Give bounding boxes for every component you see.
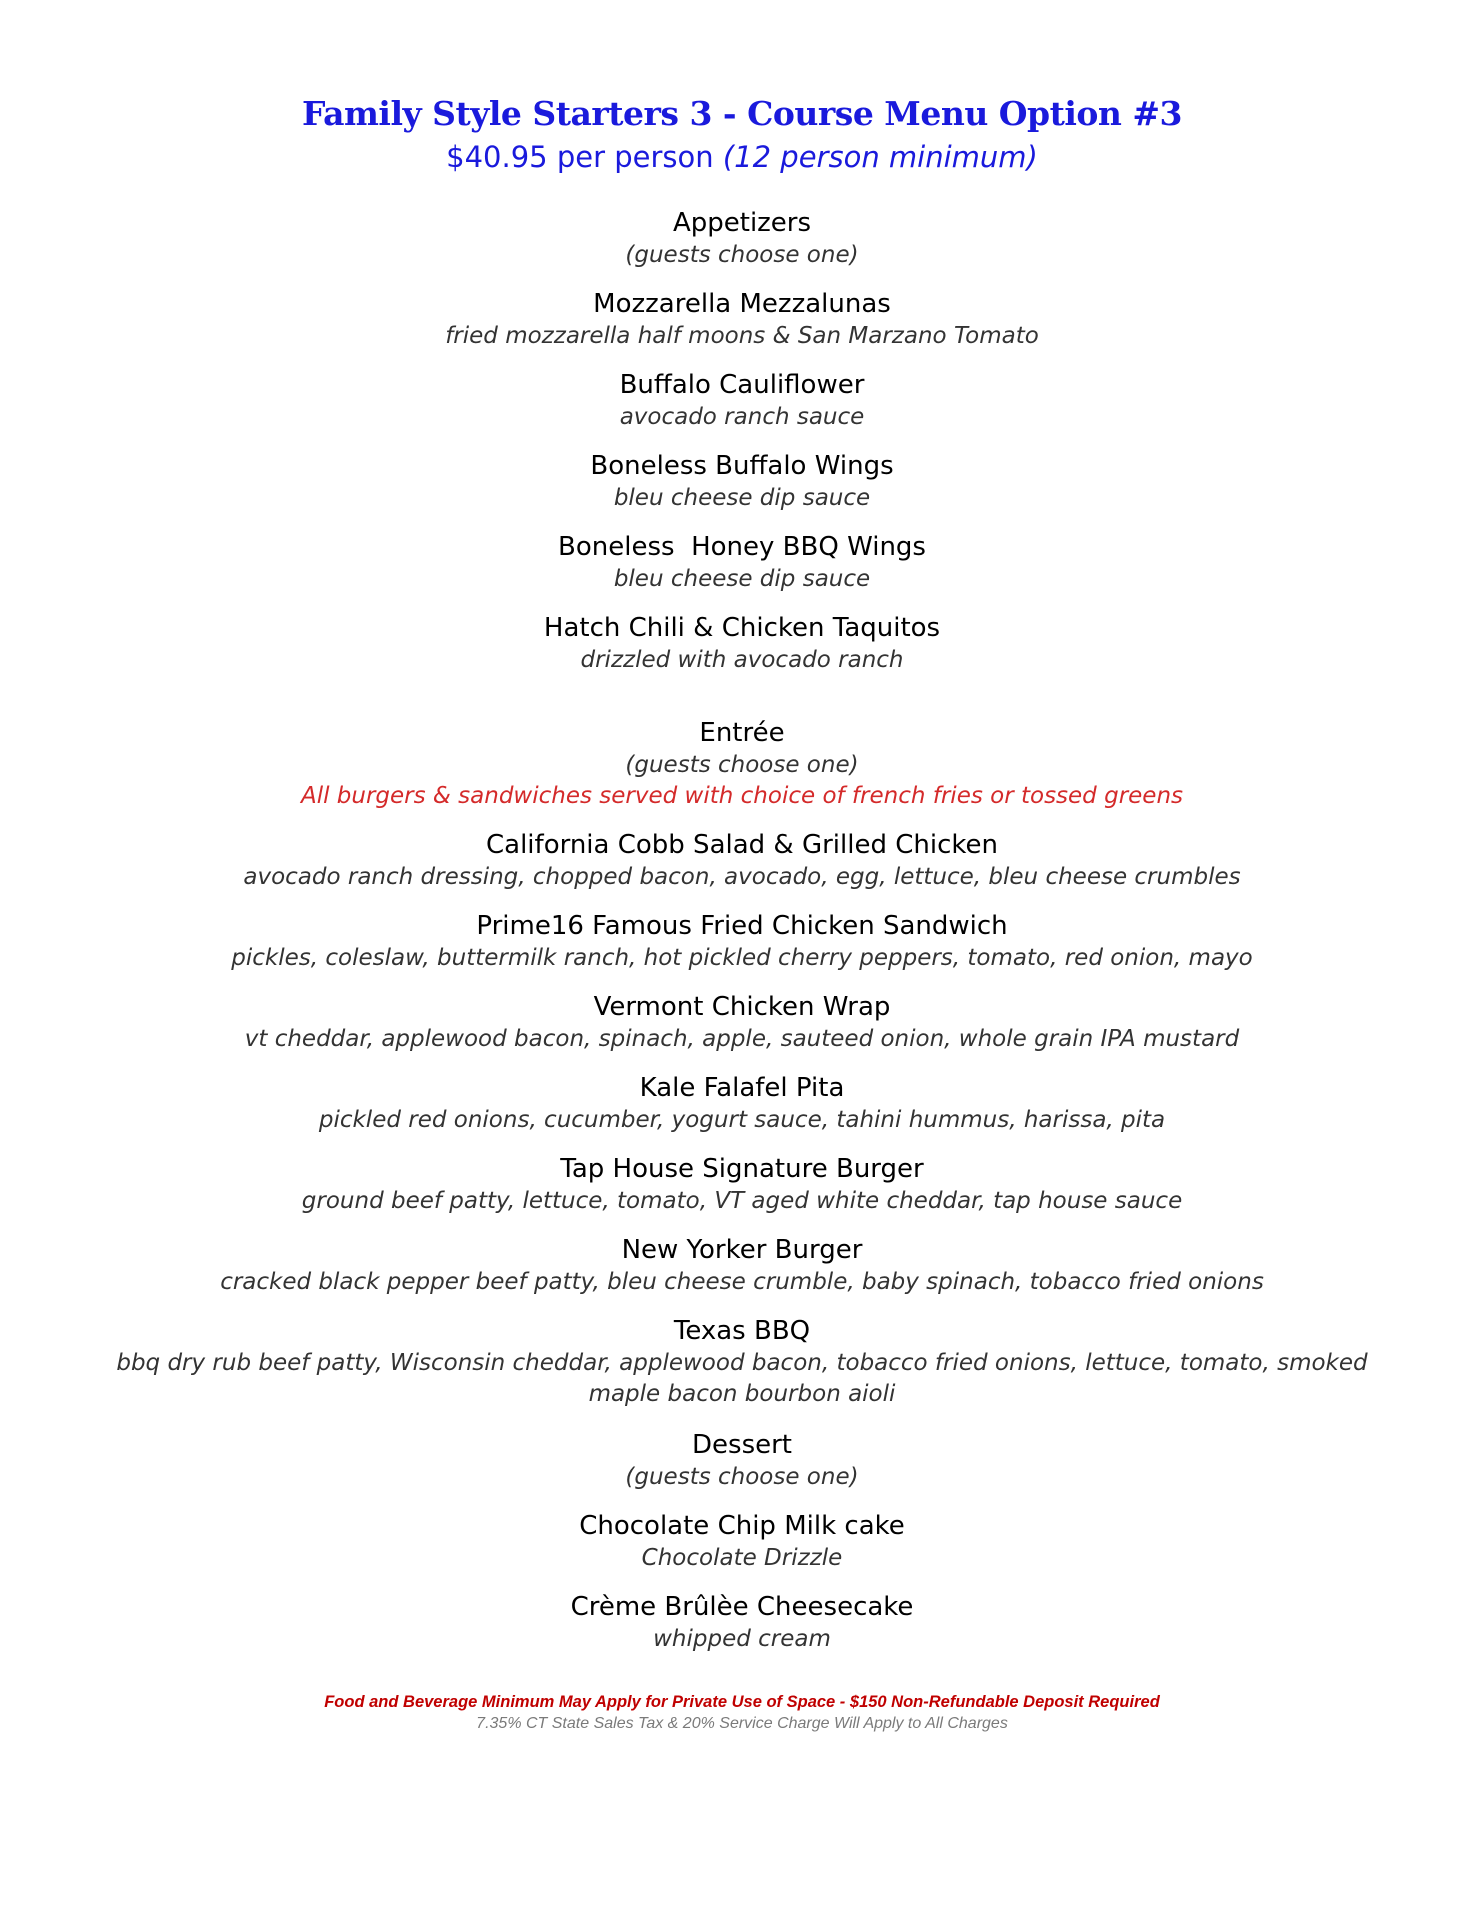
item-name: Vermont Chicken Wrap [593,992,891,1022]
deposit-notice: Food and Beverage Minimum May Apply for Private Use of Space - $150 Non-Refundable Deposit Required [324,1693,1160,1711]
dessert-list [0,1509,1484,1655]
item-description: bbq dry rub beef patty, Wisconsin cheddar, applewood bacon, tobacco fried onions, lettuce, tomato, smoked maple bacon bourbon aioli [116,1350,1368,1407]
item-description: fried mozzarella half moons & San Marzano Tomato [445,323,1039,349]
menu-item [0,368,1484,433]
section-appetizers [0,206,1484,676]
section-dessert [0,1428,1484,1655]
menu-item [0,611,1484,676]
menu-title: Family Style Starters 3 - Course Menu Option #3 [301,94,1183,133]
item-description: avocado ranch sauce [619,404,865,430]
item-description: pickled red onions, cucumber, yogurt sauce, tahini hummus, harissa, pita [318,1107,1166,1133]
price-line [0,136,1484,178]
menu-item [0,530,1484,595]
item-name: Chocolate Chip Milk cake [579,1511,905,1541]
appetizer-list [0,287,1484,676]
item-name: New Yorker Burger [621,1235,863,1265]
section-title-dessert: Dessert [692,1430,792,1460]
item-name: Kale Falafel Pita [639,1073,845,1103]
item-name: Mozzarella Mezzalunas [593,289,891,319]
item-name: Boneless Honey BBQ Wings [558,532,926,562]
menu-item [0,1233,1484,1298]
item-description: Chocolate Drizzle [641,1545,843,1571]
item-description: bleu cheese dip sauce [613,485,871,511]
item-name: Boneless Buffalo Wings [590,451,894,481]
menu-item [0,287,1484,352]
entree-list [0,828,1484,1410]
price-text: $40.95 per person [446,140,714,174]
tax-notice: 7.35% CT State Sales Tax & 20% Service Charge Will Apply to All Charges [476,1715,1008,1732]
section-note-appetizers: (guests choose one) [625,242,859,268]
section-title-entree: Entrée [699,718,785,748]
menu-item [0,990,1484,1055]
item-name: California Cobb Salad & Grilled Chicken [486,830,998,860]
item-name: Buffalo Cauliflower [619,370,865,400]
section-note-dessert: (guests choose one) [625,1464,859,1490]
section-entree [0,716,1484,1410]
menu-item [0,1152,1484,1217]
menu-item [0,828,1484,893]
item-description: pickles, coleslaw, buttermilk ranch, hot pickled cherry peppers, tomato, red onion, mayo [231,945,1253,971]
item-description: vt cheddar, applewood bacon, spinach, apple, sauteed onion, whole grain IPA mustard [244,1026,1240,1052]
item-description: bleu cheese dip sauce [613,566,871,592]
menu-footer [0,1691,1484,1735]
item-description: drizzled with avocado ranch [580,647,904,673]
section-note-sides: All burgers & sandwiches served with choice of french fries or tossed greens [300,783,1184,809]
menu-item [0,449,1484,514]
menu-item [0,1314,1484,1410]
item-description: cracked black pepper beef patty, bleu cheese crumble, baby spinach, tobacco fried onions [220,1269,1264,1295]
menu-item [0,1590,1484,1655]
minimum-text: (12 person minimum) [722,140,1038,174]
item-description: avocado ranch dressing, chopped bacon, avocado, egg, lettuce, bleu cheese crumbles [243,864,1241,890]
menu-header [0,0,1484,178]
item-description: ground beef patty, lettuce, tomato, VT aged white cheddar, tap house sauce [301,1188,1183,1214]
section-note-entree: (guests choose one) [625,752,859,778]
menu-item [0,1071,1484,1136]
section-title-appetizers: Appetizers [672,208,812,238]
item-name: Texas BBQ [673,1316,811,1346]
item-name: Crème Brûlèe Cheesecake [570,1592,914,1622]
item-name: Prime16 Famous Fried Chicken Sandwich [476,911,1008,941]
item-name: Tap House Signature Burger [560,1154,924,1184]
item-name: Hatch Chili & Chicken Taquitos [543,613,941,643]
item-description: whipped cream [653,1626,831,1652]
menu-item [0,1509,1484,1574]
menu-item [0,909,1484,974]
